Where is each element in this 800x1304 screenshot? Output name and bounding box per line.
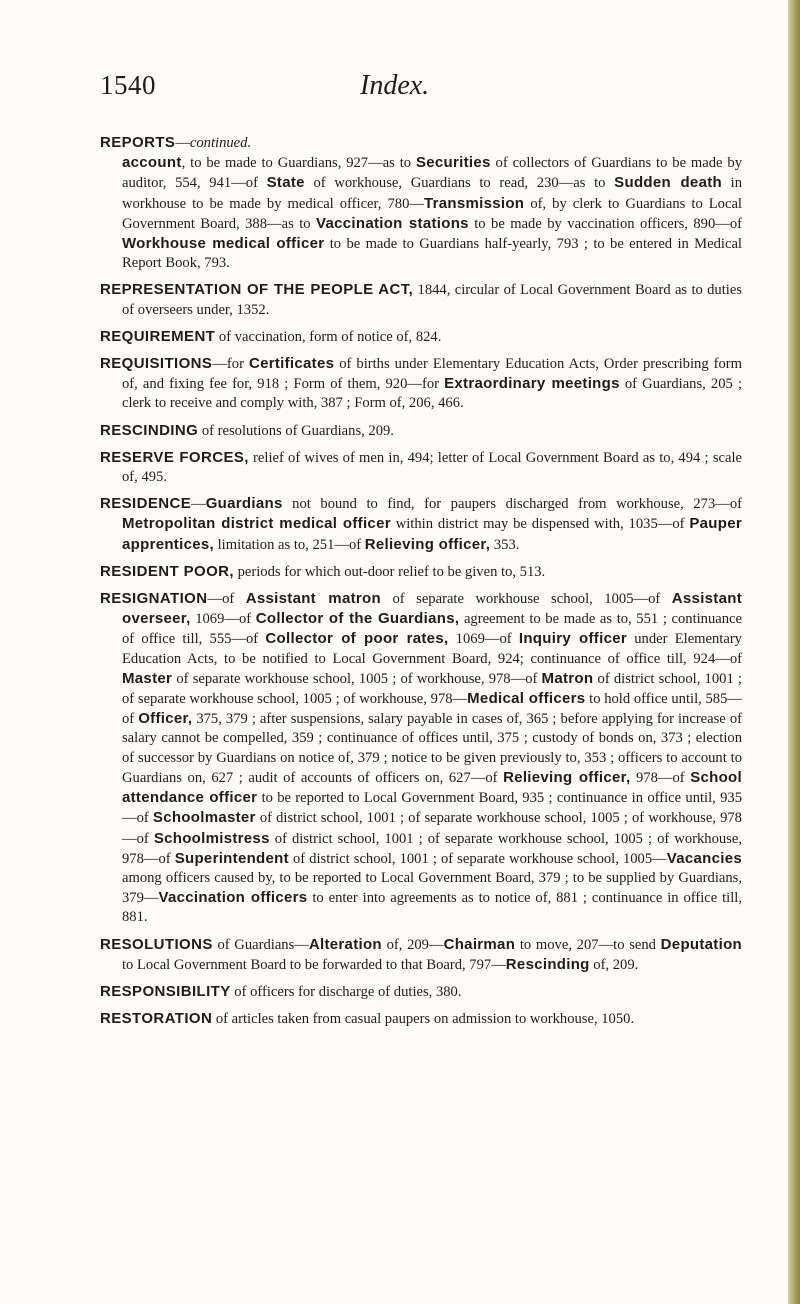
entry-subheading: Alteration <box>308 935 382 953</box>
entry-headword: REQUISITIONS <box>100 355 213 373</box>
entry-subheading: Relieving officer, <box>503 768 631 786</box>
entry-text: within district may be dispensed with, 1035—of <box>390 516 690 533</box>
entry-text: of district school, 1001 ; of separate workhouse school, 1005 ; of workhouse, 978—of <box>122 830 742 867</box>
entry-subheading: Medical officers <box>467 690 586 708</box>
entry-text: agreement to be made as to, 551 ; continuance of office till, 555—of <box>122 611 742 648</box>
entry-text: under Elementary Education Acts, to be notified to Local Government Board, 924; continuance of office till, 924—of <box>122 631 742 667</box>
entry-text: of district school, 1001 ; of separate workhouse school, 1005 ; of workhouse, 978—of <box>122 810 742 847</box>
entry-text: of Guardians— <box>212 936 309 953</box>
entry-subheading: Pauper apprentices, <box>122 515 742 553</box>
entry-subheading: Superintendent <box>174 849 289 867</box>
entry-text: periods for which out-door relief to be given to, 513. <box>233 563 546 580</box>
entry-headword: RESTORATION <box>100 1010 213 1028</box>
entry-headword: RESIGNATION <box>100 590 208 608</box>
entry-subheading: account <box>122 154 182 172</box>
entry-subheading: Vacancies <box>666 849 742 867</box>
entry-subheading: Transmission <box>423 194 525 212</box>
entry-text: among officers caused by, to be reported to Local Government Board, 379 ; to be supplied by Guardians, 379— <box>122 869 742 907</box>
entry-text: of, 209— <box>381 936 444 953</box>
entry-text: of collectors of Guardians to be made by auditor, 554, 941—of <box>122 155 742 192</box>
continued-label: continued. <box>189 135 252 151</box>
entry-headword: RESERVE FORCES, <box>100 448 249 466</box>
entry-text: — <box>191 496 206 513</box>
index-entry <box>100 280 742 319</box>
entry-subheading: Sudden death <box>614 174 722 192</box>
page-number: 1540 <box>100 70 156 100</box>
entry-subheading: Metropolitan district medical officer <box>122 515 391 533</box>
entry-text: of, by clerk to Guardians to Local Government Board, 388—as to <box>122 195 742 232</box>
entry-subheading: School attendance officer <box>122 768 742 807</box>
entry-text: of, 209. <box>589 956 639 973</box>
entry-text: to hold office until, 585—of <box>122 691 742 728</box>
entry-text: of district school, 1001 ; of separate workhouse school, 1005— <box>288 850 667 867</box>
entry-text: to move, 207—to send <box>515 936 661 953</box>
index-entry <box>100 982 742 1002</box>
entry-text: of separate workhouse school, 1005 ; of workhouse, 978—of <box>172 670 542 687</box>
entry-subheading: Schoolmaster <box>152 809 256 827</box>
entry-headword: RESOLUTIONS <box>100 935 213 953</box>
index-entry <box>100 327 742 347</box>
entry-subheading: Certificates <box>248 355 335 373</box>
entry-headword: REQUIREMENT <box>100 327 216 345</box>
entry-text: not bound to find, for paupers discharged from workhouse, 273—of <box>282 496 742 513</box>
entry-text: 1069—of <box>190 611 256 628</box>
entry-subheading: Chairman <box>443 935 516 953</box>
entry-headword: RESCINDING <box>100 421 199 439</box>
entry-headword: RESIDENCE <box>100 495 192 513</box>
entry-text: of articles taken from casual paupers on admission to workhouse, 1050. <box>212 1011 635 1028</box>
entry-text: —of <box>207 591 246 608</box>
running-head: Index. <box>360 70 430 101</box>
page-header <box>100 70 700 110</box>
entry-text: 353. <box>490 536 520 553</box>
entry-subheading: Workhouse medical officer <box>122 235 325 253</box>
entry-text: to be reported to Local Government Board, 935 ; continuance in office until, 935—of <box>122 790 742 827</box>
entry-text: to enter into agreements as to notice of, 881 ; continuance in office till, 881. <box>122 890 742 926</box>
entry-subheading: Vaccination officers <box>158 889 308 907</box>
entry-text: to be made to Guardians half-yearly, 793 ; to be entered in Medical Report Book, 793. <box>122 236 742 272</box>
entry-text: 1844, circular of Local Government Board as to duties of overseers under, 1352. <box>122 282 742 318</box>
entry-text: to be made by vaccination officers, 890—of <box>468 215 742 232</box>
entry-text: of workhouse, Guardians to read, 230—as to <box>304 175 615 192</box>
entry-text: of vaccination, form of notice of, 824. <box>215 328 442 345</box>
entry-subheading: Inquiry officer <box>518 630 627 648</box>
entry-subheading: Relieving officer, <box>364 535 491 553</box>
entry-text: 1069—of <box>448 631 519 648</box>
entry-subheading: Rescinding <box>505 955 590 973</box>
entry-subheading: Guardians <box>205 495 283 513</box>
entry-subheading: Assistant matron <box>245 590 381 608</box>
entry-headword: REPRESENTATION OF THE PEOPLE ACT, <box>100 281 414 299</box>
index-entry <box>100 421 742 441</box>
entry-subheading: Vaccination stations <box>315 214 469 232</box>
entry-subheading: Assistant overseer, <box>122 590 743 628</box>
entry-text: —for <box>212 356 249 373</box>
entry-subheading: Deputation <box>660 935 742 953</box>
entry-subheading: Collector of the Guardians, <box>255 610 460 628</box>
entry-text: , to be made to Guardians, 927—as to <box>181 155 416 172</box>
entry-text: to Local Government Board to be forwarded to that Board, 797— <box>122 956 506 973</box>
entry-text: in workhouse to be made by medical officer, 780— <box>122 175 743 212</box>
entry-headword: REPORTS <box>100 134 176 151</box>
page-edge <box>788 0 800 1304</box>
entry-subheading: Schoolmistress <box>153 829 270 847</box>
entry-subheading: State <box>266 174 305 192</box>
index-entry <box>100 494 742 555</box>
entry-text: — <box>175 135 190 151</box>
entry-text: of separate workhouse school, 1005—of <box>380 591 672 608</box>
index-entry <box>100 448 742 487</box>
entry-subheading: Extraordinary meetings <box>444 375 620 393</box>
index-entry <box>100 935 742 975</box>
entry-headword: RESIDENT POOR, <box>100 562 234 580</box>
entry-text: of births under Elementary Education Acts, Order prescribing form of, and fixing fee for, 918 ; Form of them, 920—for <box>122 356 742 393</box>
entry-subheading: Officer, <box>138 710 193 728</box>
index-entry <box>100 1009 742 1029</box>
index-entry <box>100 589 742 927</box>
entry-text: 978—of <box>630 769 691 786</box>
index-entry <box>100 562 742 582</box>
index-entry <box>100 354 742 414</box>
entry-subheading: Securities <box>415 154 491 172</box>
entry-text: 375, 379 ; after suspensions, salary payable in cases of, 365 ; before applying for increase of salary cannot be compelled, 359 ; continuance of offices until, 375 ; custody of bonds on, 373 ; election of successor by Guardians on notice of, 379 ; notice to be given previously to, 353 ; officers to account to Guardians on, 627 ; audit of accounts of officers on, 627—of <box>122 711 742 786</box>
entry-subheading: Matron <box>541 669 594 687</box>
entry-subheading: Collector of poor rates, <box>265 630 449 648</box>
entry-text: of officers for discharge of duties, 380. <box>230 983 462 1000</box>
entry-text: of district school, 1001 ; of separate workhouse school, 1005 ; of workhouse, 978— <box>122 670 742 708</box>
index-entries <box>100 133 742 1036</box>
index-entry <box>100 133 742 273</box>
entry-text: relief of wives of men in, 494; letter of Local Government Board as to, 494 ; scale of, 495. <box>122 449 742 486</box>
entry-text: of resolutions of Guardians, 209. <box>198 422 394 439</box>
entry-text: limitation as to, 251—of <box>213 536 365 553</box>
entry-subheading: Master <box>122 669 173 687</box>
entry-text: of Guardians, 205 ; clerk to receive and comply with, 387 ; Form of, 206, 466. <box>122 376 742 412</box>
entry-headword: RESPONSIBILITY <box>100 982 231 1000</box>
